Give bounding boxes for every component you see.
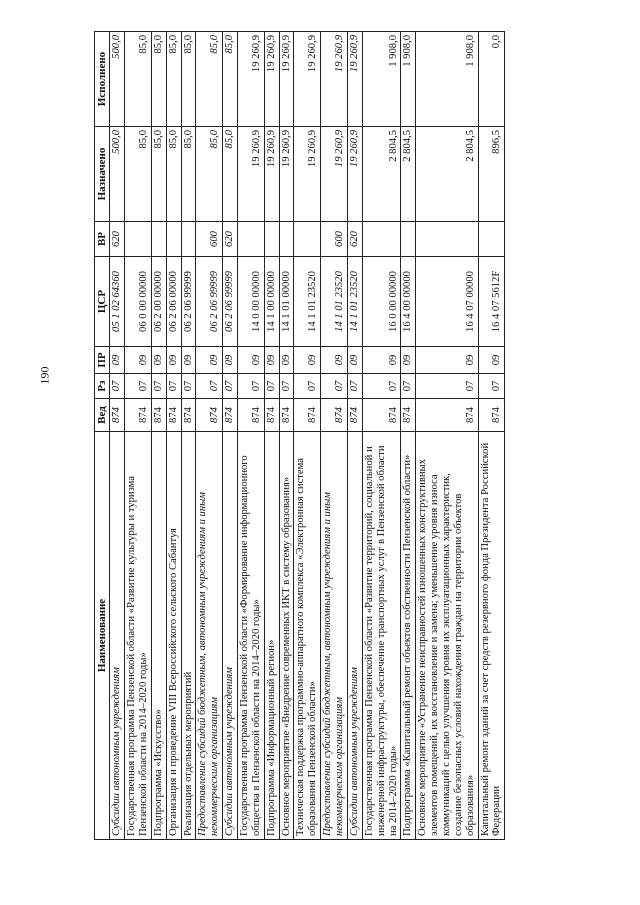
table-header-row	[95, 32, 110, 840]
table-row	[223, 32, 238, 840]
table-row	[166, 32, 181, 840]
cell-vr	[151, 222, 166, 257]
cell-pr: 09	[223, 347, 238, 374]
cell-assigned: 2 804,5	[401, 127, 416, 222]
cell-name: Реализация отдельных мероприятий	[181, 432, 196, 840]
table-row	[294, 32, 321, 840]
cell-vr	[125, 222, 152, 257]
cell-rz: 07	[196, 374, 223, 399]
cell-ved: 874	[478, 399, 505, 432]
cell-csr: 06 2 00 00000	[151, 257, 166, 347]
cell-executed: 500,0	[110, 32, 125, 127]
cell-pr: 09	[238, 347, 265, 374]
table-row	[347, 32, 362, 840]
table-row	[279, 32, 294, 840]
header-assigned: Назначено	[95, 127, 110, 222]
cell-executed: 85,0	[125, 32, 152, 127]
cell-vr	[362, 222, 401, 257]
cell-executed: 19 260,9	[347, 32, 362, 127]
cell-rz: 07	[125, 374, 152, 399]
cell-name: Основное мероприятие «Внедрение современных ИКТ в систему образования»	[279, 432, 294, 840]
cell-vr: 600	[196, 222, 223, 257]
cell-executed: 85,0	[181, 32, 196, 127]
cell-name: Подпрограмма «Капитальный ремонт объектов собственности Пензенской области»	[401, 432, 416, 840]
table-row	[125, 32, 152, 840]
cell-vr: 620	[223, 222, 238, 257]
cell-rz: 07	[321, 374, 348, 399]
cell-pr: 09	[478, 347, 505, 374]
cell-name: Субсидии автономным учреждениям	[347, 432, 362, 840]
cell-pr: 09	[181, 347, 196, 374]
cell-assigned: 19 260,9	[238, 127, 265, 222]
cell-executed: 19 260,9	[294, 32, 321, 127]
cell-pr: 09	[362, 347, 401, 374]
cell-vr: 620	[110, 222, 125, 257]
cell-rz: 07	[264, 374, 279, 399]
cell-ved: 874	[401, 399, 416, 432]
cell-csr: 06 2 06 99999	[196, 257, 223, 347]
cell-assigned: 19 260,9	[294, 127, 321, 222]
cell-vr	[478, 222, 505, 257]
cell-pr: 09	[321, 347, 348, 374]
cell-assigned: 2 804,5	[416, 127, 478, 222]
cell-csr: 06 2 06 00000	[166, 257, 181, 347]
cell-vr	[181, 222, 196, 257]
cell-assigned: 85,0	[166, 127, 181, 222]
cell-assigned: 500,0	[110, 127, 125, 222]
page-number: 190	[37, 366, 52, 385]
cell-ved: 874	[294, 399, 321, 432]
cell-assigned: 19 260,9	[264, 127, 279, 222]
budget-table	[94, 31, 505, 840]
table-row	[401, 32, 416, 840]
cell-csr: 14 1 01 23520	[321, 257, 348, 347]
cell-vr	[264, 222, 279, 257]
table-row	[181, 32, 196, 840]
cell-vr: 620	[347, 222, 362, 257]
cell-executed: 1 908,0	[416, 32, 478, 127]
cell-ved: 874	[125, 399, 152, 432]
cell-ved: 874	[279, 399, 294, 432]
cell-vr	[294, 222, 321, 257]
table-row	[478, 32, 505, 840]
cell-executed: 1 908,0	[362, 32, 401, 127]
cell-rz: 07	[401, 374, 416, 399]
cell-csr: 16 4 00 00000	[401, 257, 416, 347]
cell-assigned: 85,0	[196, 127, 223, 222]
cell-csr: 14 1 01 23520	[294, 257, 321, 347]
cell-name: Предоставление субсидий бюджетным, автономным учреждениям и иным некоммерческим организациям	[196, 432, 223, 840]
cell-assigned: 85,0	[223, 127, 238, 222]
cell-rz: 07	[151, 374, 166, 399]
table-row	[362, 32, 401, 840]
header-executed: Исполнено	[95, 32, 110, 127]
cell-name: Подпрограмма «Искусство»	[151, 432, 166, 840]
cell-pr: 09	[347, 347, 362, 374]
cell-executed: 1 908,0	[401, 32, 416, 127]
header-pr: ПР	[95, 347, 110, 374]
table-body	[110, 32, 505, 840]
cell-name: Техническая поддержка программно-аппаратного комплекса «Электронная система образования Пензенской области»	[294, 432, 321, 840]
table-row	[110, 32, 125, 840]
cell-csr: 16 4 07 5612F	[478, 257, 505, 347]
cell-vr	[166, 222, 181, 257]
cell-pr: 09	[401, 347, 416, 374]
cell-pr: 09	[264, 347, 279, 374]
cell-executed: 85,0	[166, 32, 181, 127]
cell-assigned: 85,0	[181, 127, 196, 222]
cell-ved: 874	[181, 399, 196, 432]
table-row	[264, 32, 279, 840]
cell-vr	[279, 222, 294, 257]
cell-executed: 19 260,9	[279, 32, 294, 127]
cell-ved: 874	[416, 399, 478, 432]
table-row	[196, 32, 223, 840]
cell-vr	[401, 222, 416, 257]
cell-vr	[238, 222, 265, 257]
cell-ved: 874	[223, 399, 238, 432]
cell-csr: 05 1 02 64360	[110, 257, 125, 347]
cell-csr: 16 0 00 00000	[362, 257, 401, 347]
cell-ved: 874	[347, 399, 362, 432]
cell-assigned: 2 804,5	[362, 127, 401, 222]
cell-executed: 85,0	[223, 32, 238, 127]
cell-ved: 874	[264, 399, 279, 432]
cell-rz: 07	[223, 374, 238, 399]
cell-name: Государственная программа Пензенской области «Развитие территорий, социальной и инженерной инфраструктуры, обеспечение транспортных услуг в Пензенской области на 2014–2020 годы»	[362, 432, 401, 840]
header-name: Наименование	[95, 432, 110, 840]
cell-name: Капитальный ремонт зданий за счет средств резервного фонда Президента Российской Федерации	[478, 432, 505, 840]
cell-executed: 19 260,9	[238, 32, 265, 127]
cell-ved: 874	[321, 399, 348, 432]
cell-csr: 14 1 01 00000	[279, 257, 294, 347]
cell-assigned: 19 260,9	[279, 127, 294, 222]
cell-assigned: 19 260,9	[321, 127, 348, 222]
cell-ved: 874	[238, 399, 265, 432]
cell-name: Государственная программа Пензенской области «Формирование информационного общества в Пензенской области на 2014–2020 годы»	[238, 432, 265, 840]
cell-name: Субсидии автономным учреждениям	[223, 432, 238, 840]
cell-csr: 16 4 07 00000	[416, 257, 478, 347]
cell-executed: 19 260,9	[264, 32, 279, 127]
cell-csr: 14 1 00 00000	[264, 257, 279, 347]
cell-csr: 14 1 01 23520	[347, 257, 362, 347]
table-row	[238, 32, 265, 840]
table-row	[151, 32, 166, 840]
cell-executed: 85,0	[196, 32, 223, 127]
budget-table-rotated	[94, 32, 580, 840]
cell-csr: 06 2 06 99999	[181, 257, 196, 347]
cell-assigned: 19 260,9	[347, 127, 362, 222]
cell-name: Основное мероприятие «Устранение неисправностей изношенных конструктивных элементов помещений, их восстановление и замена; уменьшение уровня износа коммуникаций с целью улучшения уровня их эксплуатационных характеристик, создание безопасных условий нахождения граждан на территории объектов образования»	[416, 432, 478, 840]
cell-rz: 07	[110, 374, 125, 399]
cell-ved: 874	[362, 399, 401, 432]
cell-rz: 07	[181, 374, 196, 399]
cell-pr: 09	[125, 347, 152, 374]
cell-name: Государственная программа Пензенской области «Развитие культуры и туризма Пензенской области на 2014–2020 годы»	[125, 432, 152, 840]
cell-rz: 07	[416, 374, 478, 399]
cell-pr: 09	[166, 347, 181, 374]
table-row	[416, 32, 478, 840]
cell-ved: 874	[110, 399, 125, 432]
cell-vr	[416, 222, 478, 257]
cell-name: Субсидии автономным учреждениям	[110, 432, 125, 840]
cell-pr: 09	[279, 347, 294, 374]
cell-rz: 07	[166, 374, 181, 399]
cell-vr: 600	[321, 222, 348, 257]
header-rz: Рз	[95, 374, 110, 399]
cell-rz: 07	[362, 374, 401, 399]
cell-csr: 14 0 00 00000	[238, 257, 265, 347]
cell-ved: 874	[151, 399, 166, 432]
cell-rz: 07	[347, 374, 362, 399]
cell-assigned: 896,5	[478, 127, 505, 222]
header-vr: ВР	[95, 222, 110, 257]
cell-pr: 09	[110, 347, 125, 374]
header-ved: Вед	[95, 399, 110, 432]
cell-csr: 06 0 00 00000	[125, 257, 152, 347]
cell-pr: 09	[151, 347, 166, 374]
cell-name: Подпрограмма «Информационный регион»	[264, 432, 279, 840]
table-row	[321, 32, 348, 840]
cell-executed: 0,0	[478, 32, 505, 127]
header-csr: ЦСР	[95, 257, 110, 347]
cell-rz: 07	[238, 374, 265, 399]
cell-executed: 85,0	[151, 32, 166, 127]
cell-rz: 07	[478, 374, 505, 399]
cell-rz: 07	[294, 374, 321, 399]
cell-pr: 09	[416, 347, 478, 374]
cell-name: Предоставление субсидий бюджетным, автономным учреждениям и иным некоммерческим организациям	[321, 432, 348, 840]
cell-ved: 874	[196, 399, 223, 432]
cell-name: Организация и проведение VIII Всероссийского сельского Сабантуя	[166, 432, 181, 840]
cell-pr: 09	[196, 347, 223, 374]
cell-ved: 874	[166, 399, 181, 432]
cell-assigned: 85,0	[125, 127, 152, 222]
cell-assigned: 85,0	[151, 127, 166, 222]
cell-csr: 06 2 06 99999	[223, 257, 238, 347]
cell-rz: 07	[279, 374, 294, 399]
cell-pr: 09	[294, 347, 321, 374]
cell-executed: 19 260,9	[321, 32, 348, 127]
